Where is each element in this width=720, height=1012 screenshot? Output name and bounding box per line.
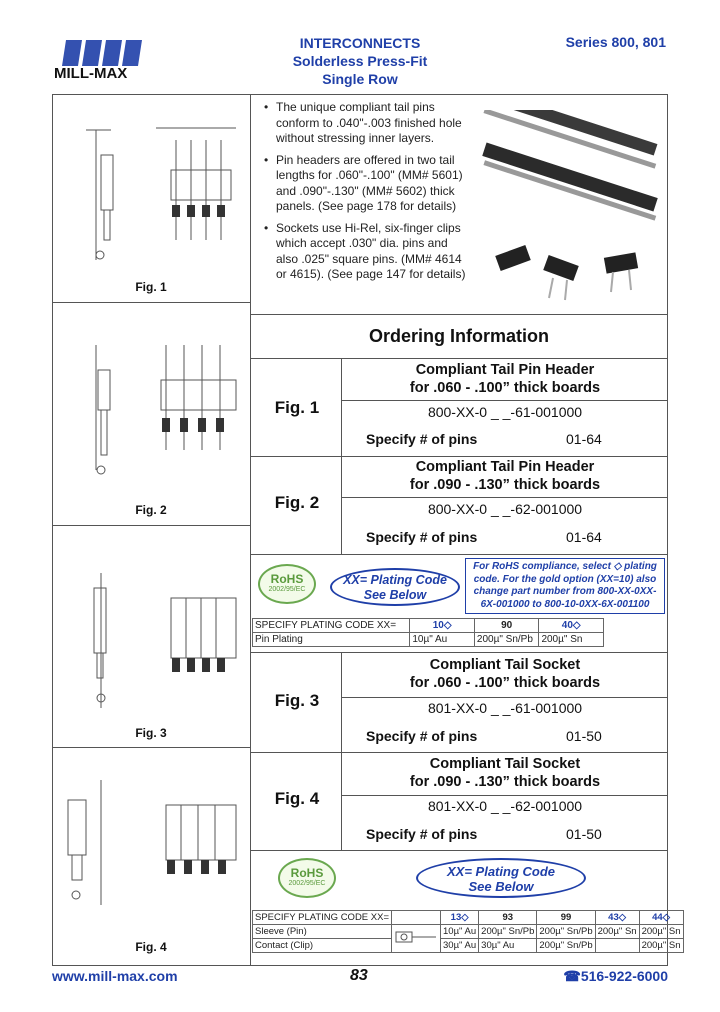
product-title	[342, 361, 668, 397]
page-number: 83	[350, 967, 368, 984]
divider	[250, 652, 668, 653]
product-title-line1: Compliant Tail Socket	[429, 756, 581, 772]
table-row	[253, 925, 684, 939]
feature-item: • Pin headers are offered in two tail lengths for .060"-.100" (MM# 5601) and .090"-.130" (MM# 5602) thick panels. (See page 178 for details)	[262, 153, 472, 215]
divider	[250, 554, 668, 555]
table-cell: 90	[474, 619, 539, 633]
table-cell: 30µ" Au	[479, 939, 537, 953]
features-list	[262, 100, 472, 289]
table-cell: 40◇	[539, 619, 604, 633]
product-photo	[475, 110, 667, 310]
title-line-1: INTERCONNECTS	[299, 35, 421, 51]
series-label: Series 800, 801	[565, 34, 666, 50]
product-fig-label: Fig. 2	[274, 493, 320, 512]
table-cell: 10µ" Au	[441, 925, 479, 939]
divider	[250, 456, 668, 457]
table-row	[253, 619, 604, 633]
table-cell: Contact (Clip)	[253, 939, 392, 953]
plating-table-1	[252, 618, 604, 647]
product-fig-label: Fig. 4	[274, 789, 320, 808]
rohs-label: RoHS	[270, 572, 304, 586]
product-fig-label: Fig. 1	[274, 398, 320, 417]
divider	[341, 400, 668, 401]
fig3-caption: Fig. 3	[135, 726, 167, 740]
logo-text: MILL-MAX	[54, 65, 128, 82]
table-cell: SPECIFY PLATING CODE XX=	[253, 911, 392, 925]
rohs-label: RoHS	[290, 866, 324, 880]
table-cell: 43◇	[595, 911, 639, 925]
pin-range: 01-50	[566, 826, 602, 842]
fig2-drawing	[56, 330, 246, 500]
specify-label: Specify # of pins	[366, 431, 478, 447]
product-title-line2: for .090 - .130” thick boards	[409, 774, 601, 790]
fig3-drawing	[56, 548, 246, 718]
rohs-badge	[258, 564, 316, 604]
table-cell: 200µ" Sn/Pb	[474, 633, 539, 647]
table-cell: 44◇	[639, 911, 683, 925]
table-cell: Pin Plating	[253, 633, 410, 647]
table-cell: 200µ" Sn/Pb	[537, 939, 595, 953]
product-fig-label: Fig. 3	[274, 691, 320, 710]
table-cell: 99	[537, 911, 595, 925]
title-line-3: Single Row	[322, 71, 398, 87]
table-row	[253, 939, 684, 953]
fig4-drawing	[56, 765, 246, 935]
divider	[250, 94, 251, 966]
table-cell: 200µ" Sn/Pb	[537, 925, 595, 939]
table-cell: SPECIFY PLATING CODE XX=	[253, 619, 410, 633]
phone-number: ☎516-922-6000	[563, 968, 668, 984]
divider	[341, 497, 668, 498]
pin-diagram-cell	[392, 925, 441, 953]
product-title-line2: for .060 - .100” thick boards	[409, 380, 601, 396]
part-number: 801-XX-0 _ _-61-001000	[427, 700, 583, 716]
divider	[250, 314, 668, 315]
rohs-note: For RoHS compliance, select ◇ plating code. For the gold option (XX=10) also change part number from 800-XX-0XX-6X-001000 to 800-10-0XX-6X-001100	[465, 558, 665, 614]
product-title-line1: Compliant Tail Pin Header	[415, 459, 595, 475]
rohs-sub-label: 2002/95/EC	[288, 880, 326, 887]
divider	[52, 747, 250, 748]
table-cell: 93	[479, 911, 537, 925]
product-title-line1: Compliant Tail Socket	[429, 657, 581, 673]
see-below-label: See Below	[468, 879, 534, 894]
rohs-badge	[278, 858, 336, 898]
product-title-line2: for .060 - .100” thick boards	[409, 675, 601, 691]
feature-item: • Sockets use Hi-Rel, six-finger clips which accept .030" dia. pins and also .025" square pins. (MM# 4614 or 4615). (See page 147 for details)	[262, 221, 472, 283]
table-cell: 13◇	[441, 911, 479, 925]
website-link[interactable]: www.mill-max.com	[52, 968, 178, 984]
header-title	[250, 34, 470, 88]
table-cell	[595, 939, 639, 953]
pin-range: 01-50	[566, 728, 602, 744]
table-cell: 30µ" Au	[441, 939, 479, 953]
specify-label: Specify # of pins	[366, 529, 478, 545]
table-cell: Sleeve (Pin)	[253, 925, 392, 939]
mill-max-logo	[52, 36, 152, 84]
divider	[250, 358, 668, 359]
part-number: 800-XX-0 _ _-61-001000	[427, 404, 583, 420]
part-number: 800-XX-0 _ _-62-001000	[427, 501, 583, 517]
specify-label: Specify # of pins	[366, 826, 478, 842]
fig1-drawing	[56, 110, 246, 280]
product-title	[342, 755, 668, 791]
table-cell: 10µ" Au	[410, 633, 475, 647]
pin-range: 01-64	[566, 529, 602, 545]
table-cell: 200µ" Sn	[539, 633, 604, 647]
divider	[250, 752, 668, 753]
pin-range: 01-64	[566, 431, 602, 447]
divider	[250, 850, 668, 851]
feature-item: • The unique compliant tail pins conform to .040"-.003 finished hole without stressing inner layers.	[262, 100, 472, 147]
divider	[52, 302, 250, 303]
table-cell	[392, 911, 441, 925]
table-row	[253, 633, 604, 647]
plating-table-2	[252, 910, 684, 953]
product-title	[342, 458, 668, 494]
divider	[341, 697, 668, 698]
pin-icon	[394, 926, 438, 948]
fig2-caption: Fig. 2	[135, 503, 167, 517]
product-title-line2: for .090 - .130” thick boards	[409, 477, 601, 493]
specify-label: Specify # of pins	[366, 728, 478, 744]
product-title-line1: Compliant Tail Pin Header	[415, 362, 595, 378]
table-cell: 200µ" Sn	[639, 925, 683, 939]
rohs-sub-label: 2002/95/EC	[268, 586, 306, 593]
table-cell: 200µ" Sn/Pb	[479, 925, 537, 939]
see-below-label: See Below	[363, 588, 427, 602]
divider	[52, 525, 250, 526]
fig1-caption: Fig. 1	[135, 280, 167, 294]
fig4-caption: Fig. 4	[135, 940, 167, 954]
plating-code-label: XX= Plating Code	[447, 864, 555, 879]
product-title	[342, 656, 668, 692]
table-row	[253, 911, 684, 925]
ordering-title: Ordering Information	[369, 326, 549, 346]
part-number: 801-XX-0 _ _-62-001000	[427, 798, 583, 814]
title-line-2: Solderless Press-Fit	[292, 53, 428, 69]
table-cell: 200µ" Sn	[639, 939, 683, 953]
table-cell: 10◇	[410, 619, 475, 633]
plating-code-oval	[330, 568, 460, 606]
divider	[341, 795, 668, 796]
plating-code-oval	[416, 858, 586, 898]
table-cell: 200µ" Sn	[595, 925, 639, 939]
plating-code-label: XX= Plating Code	[343, 573, 447, 587]
